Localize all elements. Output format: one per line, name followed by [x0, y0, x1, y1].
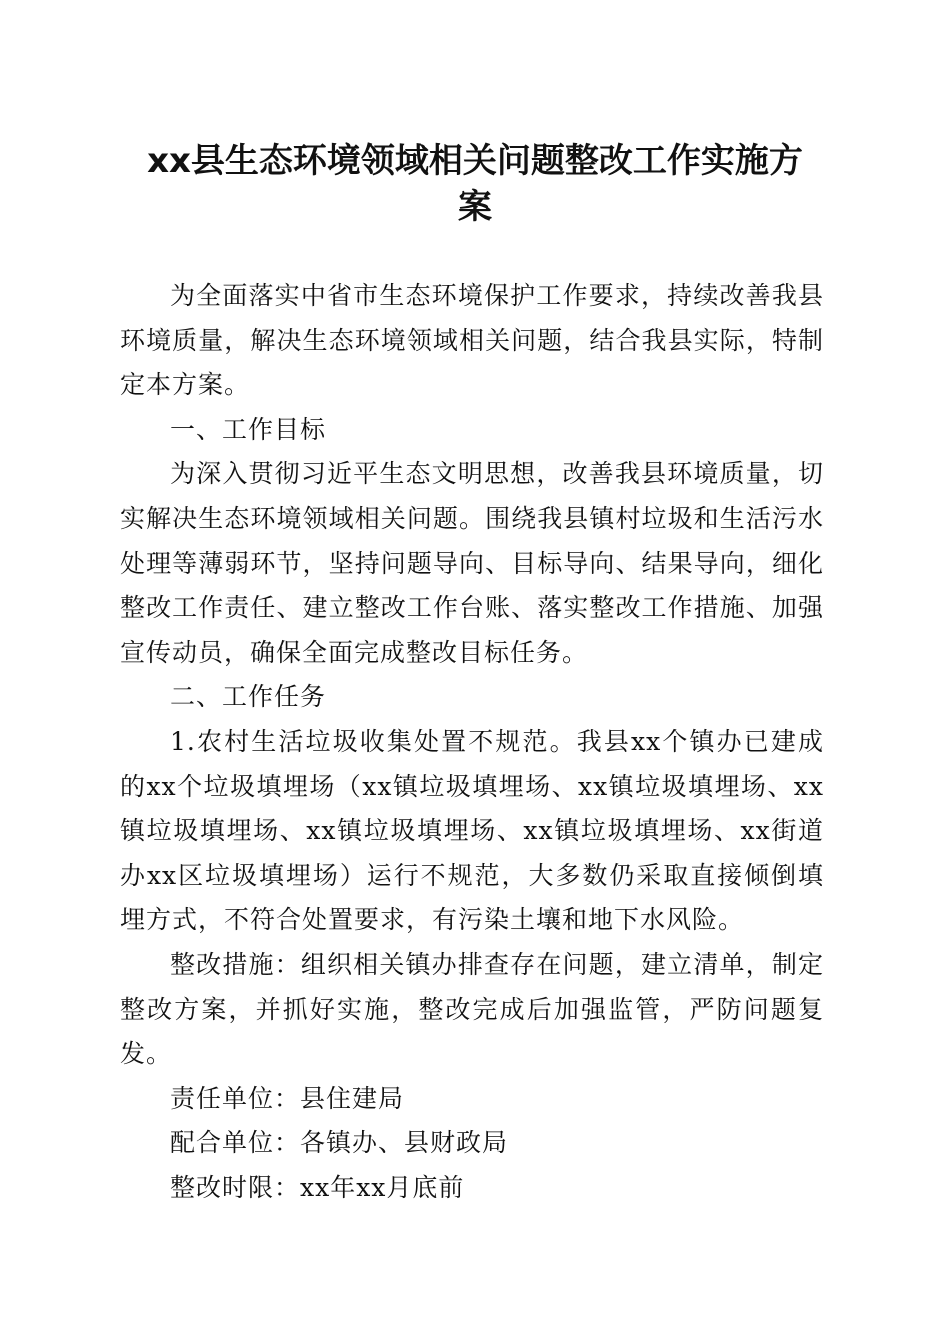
section-1-paragraph: 为深入贯彻习近平生态文明思想，改善我县环境质量，切实解决生态环境领域相关问题。围绕我县镇村垃圾和生活污水处理等薄弱环节，坚持问题导向、目标导向、结果导向，细化整改工作责任、建立整改工作台账、落实整改工作措施、加强宣传动员，确保全面完成整改目标任务。 — [120, 459, 824, 667]
intro-paragraph: 为全面落实中省市生态环境保护工作要求，持续改善我县环境质量，解决生态环境领域相关问题，结合我县实际，特制定本方案。 — [120, 281, 824, 400]
task-1-measures: 整改措施：组织相关镇办排查存在问题，建立清单，制定整改方案，并抓好实施，整改完成后加强监管，严防问题复发。 — [120, 949, 824, 1069]
task-1-responsible-unit: 责任单位：县住建局 — [170, 1083, 405, 1113]
section-2-heading: 二、工作任务 — [170, 682, 327, 712]
task-1-deadline: 整改时限：xx年xx月底前 — [170, 1172, 465, 1202]
document-title-line-1: xx县生态环境领域相关问题整改工作实施方 — [147, 141, 803, 181]
document-title-line-2: 案 — [458, 187, 492, 227]
document-title — [120, 138, 830, 230]
document-body — [120, 274, 824, 1210]
task-1-paragraph: 1.农村生活垃圾收集处置不规范。我县xx个镇办已建成的xx个垃圾填埋场（xx镇垃圾填埋场、xx镇垃圾填埋场、xx镇垃圾填埋场、xx镇垃圾填埋场、xx镇垃圾填埋场、xx街道办xx区垃圾填埋场）运行不规范，大多数仍采取直接倾倒填埋方式，不符合处置要求，有污染土壤和地下水风险。 — [120, 726, 824, 935]
section-1-heading: 一、工作目标 — [170, 414, 327, 444]
task-1-cooperating-unit: 配合单位：各镇办、县财政局 — [170, 1128, 509, 1158]
